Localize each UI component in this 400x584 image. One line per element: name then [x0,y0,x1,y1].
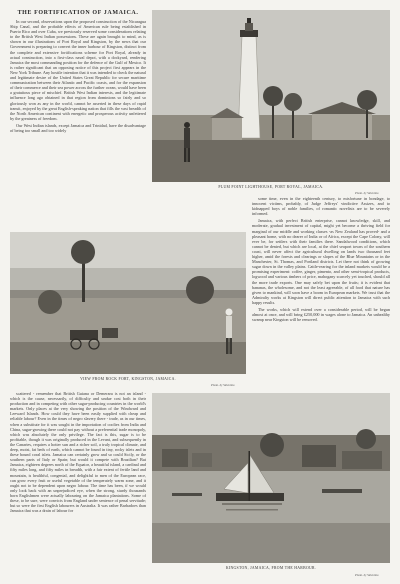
kingston-harbour-photo [152,393,390,563]
article-paragraph: The works, which will extend over a considerable period, will be begun almost at once, and will bring £250,000 in wages alone to Jamaica. An unhealthy swamp near Kingston will be removed. [252,306,390,323]
article-paragraph: scattered - remember that British Guiana or Demerara is not an island - which is the cause, necessarily, of difficulty and undue cost both in their production and in competing with other sugar-producing countries in the world's markets. Only places at the very showing the position of the Windward and Leeward Islands. How could they have been easily supplied with cheap and reliable labour? Even in the times of negro slavery there - trade, as in our times, when a substitute for it was sought in the importation of coolies from India and China, sugar-growing there could not pay without a preferential trade monopoly, which was absolutely the only privilege. The fact is this, sugar is to be profitable, though it was originally produced in the Levant, and subsequently in the Canaries, requires a hotter sun and a richer soil, a truly tropical climate, and deep, moist, fat beds of earth, which cannot be found in tiny, rocky islets and in these bound coral islets. Jamaica can certainly grow and so could Sicily, or the southern parts of Italy or Spain; but would it compete with Brazilian? But Jamaica, eighteen degrees north of the Equator, a beautiful island, a cardinal and fifty miles long, and fifty miles in breadth, with a fair extent of fertile land and mountain, is healthful, congenial, and delightful to men of the European race, can grow every fruit or useful vegetable of the temperately warm zone, and it ought not to be dependent upon negro labour. The time has been, if we would only look back with an unprejudiced eye, when the strong, sturdy thousands born Englishmen were actually labouring on the Jamaica plantations. Some of these, to be sure, were convicts from England under sentence of penal servitude; but so were the first English labourers in Australia. It was rather Barbadoes than Jamaica that was a drain of labour for [10,391,146,514]
rock-fort-photo [10,232,246,374]
column-2-middle [252,196,390,389]
photo-credit: Photo. by Valentine. [211,383,236,387]
figure-caption: PLUM POINT LIGHTHOUSE, PORT ROYAL, JAMAICA. [218,185,324,189]
figure-caption: KINGSTON, JAMAICA, FROM THE HARBOUR. [225,566,317,570]
figure-caption: VIEW FROM ROCK FORT, KINGSTON, JAMAICA. [80,377,176,381]
column-1-bottom [10,391,146,576]
article-paragraph: some time, even in the eighteenth century, to misfortune in bondage, to innocent victims, probably, of Judge Jeffreys' vindictive Assizes, and to kidnapped boys of noble families, of romantic novelists are to be severely informed. [252,196,390,217]
article-title: THE FORTIFICATION OF JAMAICA. [17,10,139,16]
article-paragraph: In our second, observations upon the proposed construction of the Nicaragua Ship Canal, and the probable effects of American rule being established in Puerto Rico and over Cuba, we previously reserved some considerations relating to the British West Indian possessions. These are again brought to mind, as is shown in our illustrations of Port Royal and Kingston, by the news that our Government is preparing to convert the inner harbour of Kingston, distinct from the complete and extensive fortifications scheme for Port Royal, already in actual construction, into a first-class naval depot, with a dockyard, rendering Jamaica the most commanding position for the defence of the Gulf of Mexico. It is rather significant that an opposing notice of this project first appears in the New York Tribune. Any hostile intention that it was intended to check the natural and legitimate desire of the United States Great Republic for secure maritime communication between their Atlantic and Pacific coasts, and for the expansion of their commerce and their sea power across the further ocean, would have been a gratuitous piece of mischief. British West Indian interests, and the legitimate influence long ago obtained in that region from dominions so fairly and so gloriously won as any in the world, cannot be asserted in these days of rapid transit, enjoyed by the great English-speaking nation that fills the vast breadth of the North American continent with energetic and prosperous activity unfettered by the greatness of freedom. [10,19,146,121]
article-paragraph: Jamaica, with perfect British enterprise, cannot knowledge, skill, and moderate, gradual investment of capital, might yet become a thriving field for marginal of our middle and working classes -as New Zealand has proved- and a pleasant home, with no dearer of India or of Africa, except the Cape Colony, will ever be, for settlers with their families there. Sandalwood conditions, which cannot be denied, but which are local, at the chief seaport towns of the southern coast, will never affect the agricultural dwelling on lands two thousand feet higher, amid the forests and clearings or slopes of the Blue Mountains or in the Manchester, St. Thomas, and Portland districts. Let there not think of growing sugar down in the valley plains. Cattle-rearing for the inland markets would be a promising experiment: coffee, ginger, pimento, and other semi-tropical products, logwood and various timbers of price, mahogany scarcely yet touched, should all the more trade exports. One may safely bet upon the fruits; it is evident that bananas, the wholesome, and not the least agreeable, of all food that nature has given to mankind, will soon have a boom in European markets. We trust that the Admiralty works at Kingston will direct public attention to Jamaica with such happy results. [252,218,390,305]
article-paragraph: Our West Indian islands, except Jamaica and Trinidad, have the disadvantage of being too small and too widely [10,122,146,133]
photo-credit: Photo. by Valentine. [355,191,380,195]
photo-credit: Photo. by Valentine. [355,573,380,577]
column-1-top [10,19,146,228]
lighthouse-photo [152,10,390,182]
